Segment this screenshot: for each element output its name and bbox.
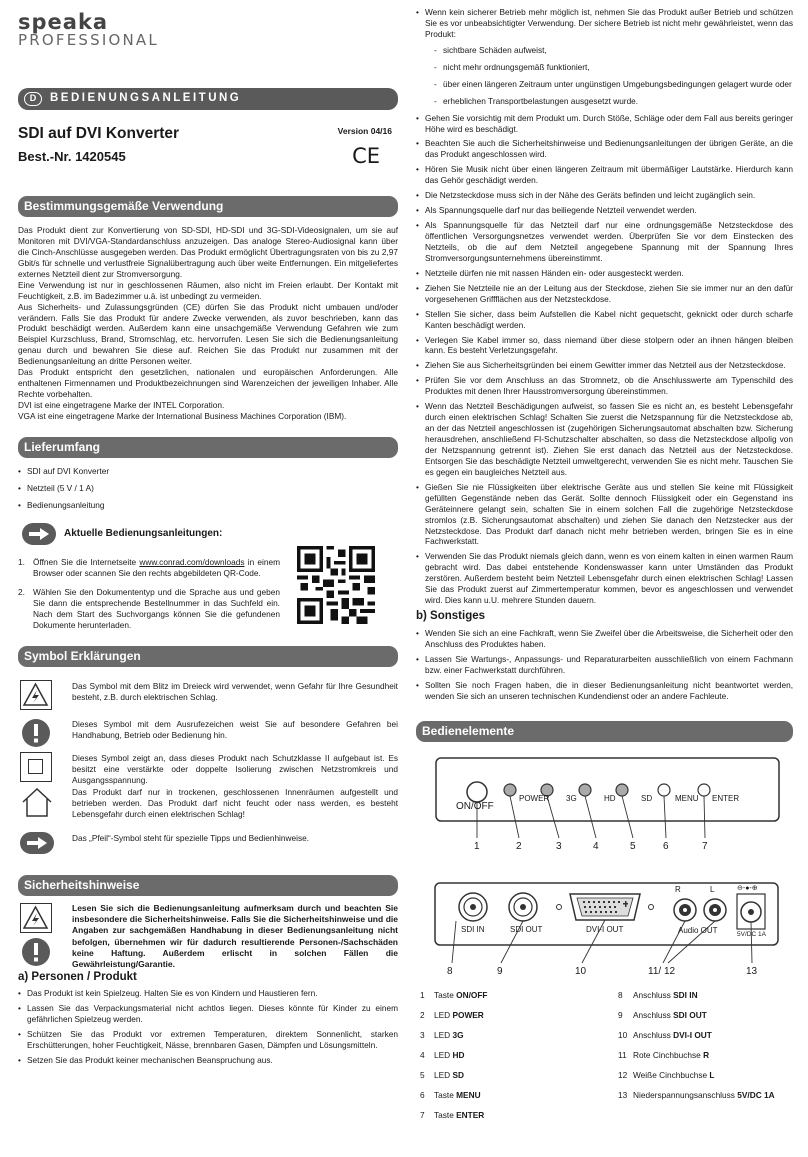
list-item: • Schützen Sie das Produkt vor extremen Temperaturen, direktem Sonnenlicht, starken Erschütterungen, hoher Feuchtigkeit, Nässe, brennbaren Gasen, Dämpfen und Lösungsmitteln. (18, 1029, 398, 1051)
callout-number: 7 (702, 841, 708, 852)
rear-label-sdi-out: SDI OUT (510, 925, 543, 934)
legend-row: 4 LED HD (420, 1050, 465, 1060)
scope-item: • SDI auf DVI Konverter (18, 466, 398, 477)
safety-b-heading: b) Sonstiges (416, 610, 486, 622)
callout-number: 3 (556, 841, 562, 852)
symbol-house-text: Das Produkt darf nur in trockenen, geschlossenen Innenräumen aufgestellt und betrieben werden. Das Produkt darf nicht feucht oder nass werden, es besteht Lebensgefahr durch einen elektrischen Schlag! (72, 787, 398, 819)
language-badge: D (24, 92, 42, 106)
scope-list (18, 466, 398, 515)
list-item: • Wenden Sie sich an eine Fachkraft, wenn Sie Zweifel über die Arbeitsweise, die Sicherheit oder den Anschluss des Produktes haben. (416, 628, 793, 650)
product-title: SDI auf DVI Konverter (18, 125, 180, 142)
section-symbols: Symbol Erklärungen (18, 646, 398, 667)
legend-row: 6 Taste MENU (420, 1090, 481, 1100)
rear-panel-diagram (416, 877, 793, 981)
list-item: • Sollten Sie noch Fragen haben, die in dieser Bedienungsanleitung nicht beantwortet werden, wenden Sie sich an unseren technischen Kundendienst oder an andere Fachleute. (416, 680, 793, 702)
legend-row: 3 LED 3G (420, 1030, 464, 1040)
intended-use-p4: Das Produkt entspricht den gesetzlichen, nationalen und europäischen Anforderungen. Alle enthaltenen Firmennamen und Produktbezeichnungen sind Warenzeichen der jeweiligen Inhaber. Alle Rechte vorbehalten. (18, 367, 398, 400)
list-item: • Ziehen Sie aus Sicherheitsgründen bei einem Gewitter immer das Netzteil aus der Netzsteckdose. (416, 360, 793, 371)
legend-row: 13 Niederspannungsanschluss 5V/DC 1A (618, 1090, 775, 1100)
intended-use-p3: Aus Sicherheits- und Zulassungsgründen (CE) dürfen Sie das Produkt nicht umbauen und/oder verändern. Falls Sie das Produkt für andere Zwecke verwenden, als zuvor beschrieben, kann das Produkt beschädigt werden. Außerdem kann eine unsachgemäße Verwendung Gefahren wie zum Beispiel Kurzschluss, Brand, Stromschlag, etc. hervorrufen. Lesen Sie sich die Bedienungsanleitung genau durch und bewahren Sie diese auf. Reichen Sie das Produkt nur zusammen mit der Bedienungsanleitung an dritte Personen weiter. (18, 301, 398, 367)
arrow-icon (22, 523, 56, 545)
list-item: • Prüfen Sie vor dem Anschluss an das Stromnetz, ob die Anschlusswerte am Typenschild des Produktes mit denen Ihrer Hausstromversorgung übereinstimmen. (416, 375, 793, 397)
dc-polarity-icon: ⊖-●-⊕ (737, 885, 758, 892)
downloads-link[interactable]: www.conrad.com/downloads (139, 557, 245, 567)
legend-row: 7 Taste ENTER (420, 1110, 485, 1120)
safety-right-list (416, 7, 793, 610)
manuals-step-2-text: Wählen Sie den Dokumententyp und die Sprache aus und geben Sie dann die entsprechende Bestellnummer in das Suchfeld ein. Nach dem Start des Suchvorgangs können Sie die gefundenen Dokumente herunterladen. (33, 587, 280, 630)
intended-use-p2: Eine Verwendung ist nur in geschlossenen Räumen, also nicht im Freien erlaubt. Der Kontakt mit Feuchtigkeit, z.B. im Badezimmer u.ä. ist unbedingt zu vermeiden. (18, 279, 398, 301)
rear-label-dvi-out: DVI-I OUT (586, 925, 624, 934)
current-manuals-header (22, 523, 222, 545)
list-item: • Verwenden Sie das Produkt niemals gleich dann, wenn es von einem kalten in einen warmen Raum gebracht wird. Das dabei entstehende Kondenswasser kann unter Umständen das Produkt zerstören. Außerdem besteht beim Netzteil Lebensgefahr durch einen elektrischen Schlag! Lassen Sie das Produkt zuerst auf Zimmertemperatur kommen, bevor es angeschlossen und verwendet wird. Dies kann u.U. mehrere Stunden dauern. (416, 551, 793, 606)
safety-a-list (18, 988, 398, 1070)
list-item: - erheblichen Transportbelastungen ausgesetzt wurde. (434, 96, 793, 107)
exclamation-icon (21, 937, 51, 967)
lightning-triangle-icon (20, 903, 52, 933)
front-label-sd: SD (641, 794, 653, 803)
qr-code-icon[interactable] (297, 546, 375, 624)
list-item: • Hören Sie Musik nicht über einen längeren Zeitraum mit übermäßiger Lautstärke. Hierdurch kann das Gehör geschädigt werden. (416, 164, 793, 186)
legend-row: 1 Taste ON/OFF (420, 990, 488, 1000)
list-item: • Lassen Sie Wartungs-, Anpassungs- und Reparaturarbeiten ausschließlich von einem Fachmann bzw. einer Fachwerkstatt durchführen. (416, 654, 793, 676)
symbol-protection-class-text: Dieses Symbol zeigt an, dass dieses Produkt nach Schutzklasse II aufgebaut ist. Es besitzt eine verstärkte oder doppelte Isolierung zwischen Netzstromkreis und Ausgangsspannung. (72, 753, 398, 785)
list-item: • Die Netzsteckdose muss sich in der Nähe des Geräts befinden und leicht zugänglich sein. (416, 190, 793, 201)
front-label-enter: ENTER (712, 794, 740, 803)
list-item: • Gießen Sie nie Flüssigkeiten über elektrische Geräte aus und stellen Sie keine mit Flüssigkeit gefüllten Gegenstände neben das Gerät. Sollte dennoch Flüssigkeit oder ein Gegenstand ins Geräteinnere gelangt sein, schalten Sie in einem solchen Fall die zugehörige Netzsteckdose stromlos (z.B. Sicherungsautomat abschalten) und ziehen Sie danach den Netzstecker aus der Netzsteckdose. Das Produkt darf danach nicht mehr betrieben werden, bringen Sie es in eine Fachwerkstatt. (416, 482, 793, 548)
list-item: • Als Spannungsquelle darf nur das beiliegende Netzteil verwendet werden. (416, 205, 793, 216)
callout-number: 8 (447, 966, 453, 977)
front-panel-diagram (416, 756, 793, 856)
manual-banner-label: BEDIENUNGSANLEITUNG (50, 92, 242, 105)
brand-logo (18, 12, 159, 48)
legend-row: 8 Anschluss SDI IN (618, 990, 698, 1000)
manuals-step-1: 1. Öffnen Sie die Internetseite www.conrad.com/downloads in einem Browser oder scannen Sie den rechts abgebildeten QR-Code. (18, 557, 281, 578)
arrow-icon (20, 832, 54, 854)
intended-use-body (18, 225, 398, 422)
legend-row: 12 Weiße Cinchbuchse L (618, 1070, 715, 1080)
scope-item: • Netzteil (5 V / 1 A) (18, 483, 398, 494)
rear-label-r: R (675, 885, 681, 894)
legend-row: 11 Rote Cinchbuchse R (618, 1050, 710, 1060)
front-label-hd: HD (604, 794, 616, 803)
rear-label-dc: 5V/DC 1A (737, 931, 766, 938)
symbol-exclamation-text: Dieses Symbol mit dem Ausrufezeichen weist Sie auf besondere Gefahren bei Handhabung, Betrieb oder Bedienung hin. (72, 719, 398, 740)
manuals-step-1-text: Öffnen Sie die Internetseite www.conrad.com/downloads in einem Browser oder scannen Sie den rechts abgebildeten QR-Code. (33, 557, 281, 578)
list-item: - über einen längeren Zeitraum unter ungünstigen Umgebungsbedingungen gelagert wurde oder (434, 79, 793, 90)
protection-class-ii-icon (20, 752, 52, 782)
ce-mark-icon: CE (352, 144, 380, 168)
rear-label-audio-out: Audio OUT (678, 926, 718, 935)
symbol-arrow-text: Das „Pfeil“-Symbol steht für spezielle Tipps und Bedienhinweise. (72, 833, 310, 843)
legend-row: 5 LED SD (420, 1070, 464, 1080)
order-number: Best.-Nr. 1420545 (18, 149, 126, 164)
list-item: • Wenn kein sicherer Betrieb mehr möglich ist, nehmen Sie das Produkt außer Betrieb und schützen Sie es vor unbeabsichtigter Verwendung. Der sichere Betrieb ist nicht mehr gewährleistet, wenn das Produkt: - sichtbare Schäden aufweist, - nicht mehr ordnungsgemäß funktioniert, - über einen längeren Zeitraum unter ungünstigen Umgebungsbedingungen gelagert wurde oder - erheblichen Transportbelastungen ausgesetzt wurde. (416, 7, 793, 107)
intended-use-p6: VGA ist eine eingetragene Marke der International Business Machines Corporation (IBM). (18, 410, 347, 421)
list-item: • Stellen Sie sicher, dass beim Aufstellen die Kabel nicht gequetscht, geknickt oder durch scharfe Kanten beschädigt werden. (416, 309, 793, 331)
callout-number: 13 (746, 966, 758, 977)
safety-intro: Lesen Sie sich die Bedienungsanleitung aufmerksam durch und beachten Sie insbesondere die Sicherheitshinweise. Falls Sie die Sicherheitshinweise und die Angaben zur sachgemäßen Handhabung in dieser Bedienungsanleitung nicht befolgen, übernehmen wir für dadurch resultierende Personen-/Sachschäden keine Haftung. Außerdem erlischt in solchen Fällen die Gewährleistung/Garantie. (72, 903, 398, 970)
legend-left (420, 990, 610, 1130)
current-manuals-heading: Aktuelle Bedienungsanleitungen: (64, 528, 223, 540)
legend-row: 9 Anschluss SDI OUT (618, 1010, 707, 1020)
rear-label-sdi-in: SDI IN (461, 925, 485, 934)
version-label: Version 04/16 (337, 126, 392, 136)
list-item: • Netzteile dürfen nie mit nassen Händen ein- oder ausgesteckt werden. (416, 268, 793, 279)
front-label-power: POWER (519, 794, 550, 803)
intended-use-p1: Das Produkt dient zur Konvertierung von SD-SDI, HD-SDI und 3G-SDI-Videosignalen, um sie auf Monitoren mit DVI/VGA-Standardanschluss anzuzeigen. Das analoge Stereo-Audiosignal kann über die Cinch-Anschlüsse ausgegeben werden. Das Produkt ermöglicht Übertragungsraten von bis zu 2,97 Gbit/s für schnelle und verlustfreie Signalübertragung auch über weite Entfernungen. Ein mitgeliefertes externes Netzteil dient zur Stromversorgung. (18, 225, 398, 279)
symbol-lightning-text: Das Symbol mit dem Blitz im Dreieck wird verwendet, wenn Gefahr für Ihre Gesundheit besteht, z.B. durch elektrischen Schlag. (72, 681, 398, 702)
section-controls: Bedienelemente (416, 721, 793, 742)
brand-logo-top: speaka (18, 10, 109, 34)
safety-b-list (416, 628, 793, 706)
lightning-triangle-icon (20, 680, 52, 710)
house-icon (20, 786, 54, 818)
exclamation-icon (21, 718, 51, 748)
callout-number: 4 (593, 841, 599, 852)
legend-row: 2 LED POWER (420, 1010, 484, 1020)
dash-list (425, 45, 793, 107)
list-item: • Verlegen Sie Kabel immer so, dass niemand über diese stolpern oder an ihnen hängen bleiben kann. Es besteht Verletzungsgefahr. (416, 335, 793, 357)
section-intended-use: Bestimmungsgemäße Verwendung (18, 196, 398, 217)
list-item: • Wenn das Netzteil Beschädigungen aufweist, so fassen Sie es nicht an, es besteht Lebensgefahr durch einen elektrischen Schlag! Schalten Sie zuerst die Netzspannung für die Netzsteckdose ab, an der das Netzteil angeschlossen ist (zugehörigen Sicherungsautomat abschalten bzw. Sicherung herausdrehen, anschließend FI-Schutzschalter abschalten, so dass die Netzsteckdose allpolig von der Netzspannung getrennt ist). Ziehen Sie erst danach das Netzteil aus der Netzsteckdose. Entsorgen Sie das beschädigte Netzteil umweltgerecht, verwenden Sie es nicht mehr. Tauschen Sie es gegen ein baugleiches Netzteil aus. (416, 401, 793, 478)
callout-number: 10 (575, 966, 587, 977)
list-item: • Lassen Sie das Verpackungsmaterial nicht achtlos liegen. Dieses könnte für Kinder zu einem gefährlichen Spielzeug werden. (18, 1003, 398, 1025)
callout-number: 6 (663, 841, 669, 852)
manual-banner (18, 88, 398, 110)
list-item: • Ziehen Sie Netzteile nie an der Leitung aus der Steckdose, ziehen Sie sie immer nur an den dafür vorgesehenen Griffflächen aus der Netzsteckdose. (416, 283, 793, 305)
legend-right (618, 990, 793, 1110)
front-label-3g: 3G (566, 794, 577, 803)
section-safety: Sicherheitshinweise (18, 875, 398, 896)
list-item: - nicht mehr ordnungsgemäß funktioniert, (434, 62, 793, 73)
intended-use-p5: DVI ist eine eingetragene Marke der INTEL Corporation. (18, 400, 225, 410)
section-scope: Lieferumfang (18, 437, 398, 458)
callout-number: 5 (630, 841, 636, 852)
legend-row: 10 Anschluss DVI-I OUT (618, 1030, 712, 1040)
brand-logo-bottom: PROFESSIONAL (18, 31, 159, 49)
rear-label-l: L (710, 885, 715, 894)
safety-a-heading: a) Personen / Produkt (18, 971, 137, 983)
list-item: • Das Produkt ist kein Spielzeug. Halten Sie es von Kindern und Haustieren fern. (18, 988, 398, 999)
list-item: • Beachten Sie auch die Sicherheitshinweise und Bedienungsanleitungen der übrigen Geräte, an die das Produkt angeschlossen wird. (416, 138, 793, 160)
callout-number: 1 (474, 841, 480, 852)
list-item: • Als Spannungsquelle für das Netzteil darf nur eine ordnungsgemäße Netzsteckdose des öffentlichen Versorgungsnetzes verwendet werden. Überprüfen Sie vor dem Einstecken des Netzteils, ob die auf dem Netzteil angegebene Spannung mit der Spannung Ihres Stromversorgungsunternehmens übereinstimmt. (416, 220, 793, 264)
callout-number: 9 (497, 966, 503, 977)
callout-number: 2 (516, 841, 522, 852)
callout-number: 11/ 12 (648, 966, 676, 977)
manuals-step-2: 2. Wählen Sie den Dokumententyp und die Sprache aus und geben Sie dann die entsprechende Bestellnummer in das Suchfeld ein. Nach dem Start des Suchvorgangs können Sie die gefundenen Dokumente herunterladen. (18, 587, 280, 630)
scope-item: • Bedienungsanleitung (18, 500, 398, 511)
front-label-menu: MENU (675, 794, 699, 803)
list-item: • Gehen Sie vorsichtig mit dem Produkt um. Durch Stöße, Schläge oder dem Fall aus bereits geringer Höhe wird es beschädigt. (416, 113, 793, 135)
front-label-onoff: ON/OFF (456, 801, 494, 812)
list-item: • Setzen Sie das Produkt keiner mechanischen Beanspruchung aus. (18, 1055, 398, 1066)
list-item: - sichtbare Schäden aufweist, (434, 45, 793, 56)
